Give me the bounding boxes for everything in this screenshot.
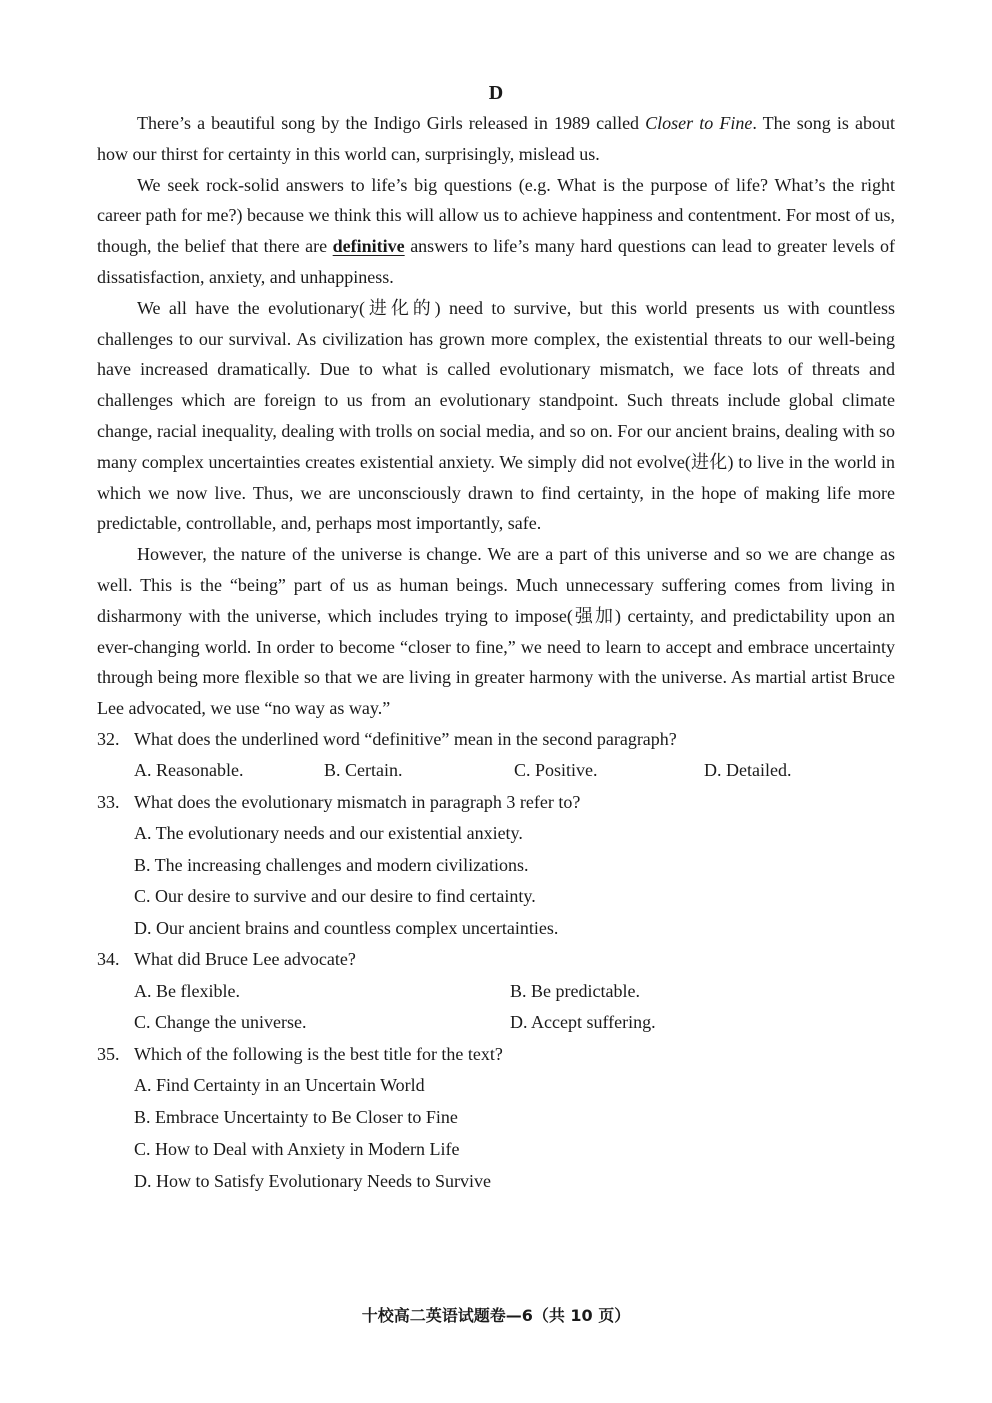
question-number: 32.	[97, 728, 120, 749]
question-35	[97, 1039, 895, 1199]
options-list	[97, 1070, 895, 1198]
paragraph-1-text-a: There’s a beautiful song by the Indigo Girls released in 1989 called	[137, 113, 646, 133]
question-33	[97, 787, 895, 945]
question-stem	[97, 724, 895, 756]
underlined-word: definitive	[332, 236, 405, 257]
question-number: 33.	[97, 791, 120, 812]
option-a: A. Be flexible.	[134, 980, 240, 1001]
option-a: A. Reasonable.	[134, 760, 244, 781]
question-32	[97, 724, 895, 787]
paragraph-2-text-a: We seek rock-solid answers to life’s big questions (e.g. What is the purpose of life? What’s the right career path for me?) because we think this will allow us to achieve happiness and contentment. For most of us, though, the belief that there are	[97, 174, 895, 257]
section-heading: D	[488, 82, 504, 104]
song-title: Closer to Fine	[645, 113, 753, 133]
passage-paragraph-2	[97, 170, 895, 293]
option-d: D. Our ancient brains and countless complex uncertainties.	[134, 917, 559, 938]
option-a: A. Find Certainty in an Uncertain World	[134, 1075, 425, 1096]
options-row	[97, 1007, 895, 1039]
question-text: Which of the following is the best title for the text?	[134, 1043, 503, 1064]
option-b: B. Be predictable.	[510, 980, 640, 1001]
option-b: B. The increasing challenges and modern civilizations.	[134, 854, 529, 875]
option-c: C. Change the universe.	[134, 1012, 307, 1033]
question-text: What did Bruce Lee advocate?	[134, 949, 356, 970]
question-stem	[97, 787, 895, 819]
question-stem	[97, 1039, 895, 1071]
passage-paragraph-4: However, the nature of the universe is change. We are a part of this universe and so we are change as well. This is the “being” part of us as human beings. Much unnecessary suffering comes from living in disharmony with the universe, which includes trying to impose(强加) certainty, and predictability upon an ever-changing world. In order to become “closer to fine,” we need to learn to accept and embrace uncertainty through being more flexible so that we are living in greater harmony with the universe. As martial artist Bruce Lee advocated, we use “no way as way.”	[97, 544, 895, 719]
page-footer: 十校高二英语试题卷—6（共 10 页）	[361, 1306, 631, 1325]
option-d: D. Accept suffering.	[510, 1012, 656, 1033]
question-text: What does the underlined word “definitive” mean in the second paragraph?	[134, 728, 677, 749]
option-c: C. How to Deal with Anxiety in Modern Life	[134, 1139, 460, 1160]
option-c: C. Positive.	[514, 760, 598, 781]
exam-page	[97, 78, 895, 1198]
options-row	[97, 976, 895, 1008]
paragraph-1-text-b: . The song is about how our thirst for certainty in this world can, surprisingly, mislead us.	[97, 113, 895, 164]
question-34	[97, 944, 895, 1039]
option-a: A. The evolutionary needs and our existential anxiety.	[134, 823, 523, 844]
question-number: 34.	[97, 949, 120, 970]
questions-section	[97, 724, 895, 1199]
passage-paragraph-3: We all have the evolutionary(进化的) need to survive, but this world presents us with countless challenges to our survival. As civilization has grown more complex, the existential threats to our well-being have increased dramatically. Due to what is called evolutionary mismatch, we face lots of threats and challenges which are foreign to us from an evolutionary standpoint. Such threats include global climate change, racial inequality, dealing with trolls on social media, and so on. For our ancient brains, dealing with so many complex uncertainties creates existential anxiety. We simply did not evolve(进化) to live in the world in which we now live. Thus, we are unconsciously drawn to find certainty, in the hope of making life more predictable, controllable, and, perhaps most importantly, safe.	[97, 297, 895, 534]
question-stem	[97, 944, 895, 976]
options-row	[97, 755, 895, 787]
paragraph-2-text-b: answers to life’s many hard questions can lead to greater levels of dissatisfaction, anxiety, and unhappiness.	[97, 236, 896, 287]
option-b: B. Embrace Uncertainty to Be Closer to Fine	[134, 1107, 458, 1128]
passage-paragraph-1	[97, 108, 895, 170]
option-c: C. Our desire to survive and our desire to find certainty.	[134, 886, 536, 907]
question-text: What does the evolutionary mismatch in paragraph 3 refer to?	[134, 791, 581, 812]
options-list	[97, 818, 895, 944]
option-d: D. How to Satisfy Evolutionary Needs to Survive	[134, 1171, 491, 1192]
option-b: B. Certain.	[324, 760, 403, 781]
question-number: 35.	[97, 1043, 120, 1064]
option-d: D. Detailed.	[704, 760, 792, 781]
